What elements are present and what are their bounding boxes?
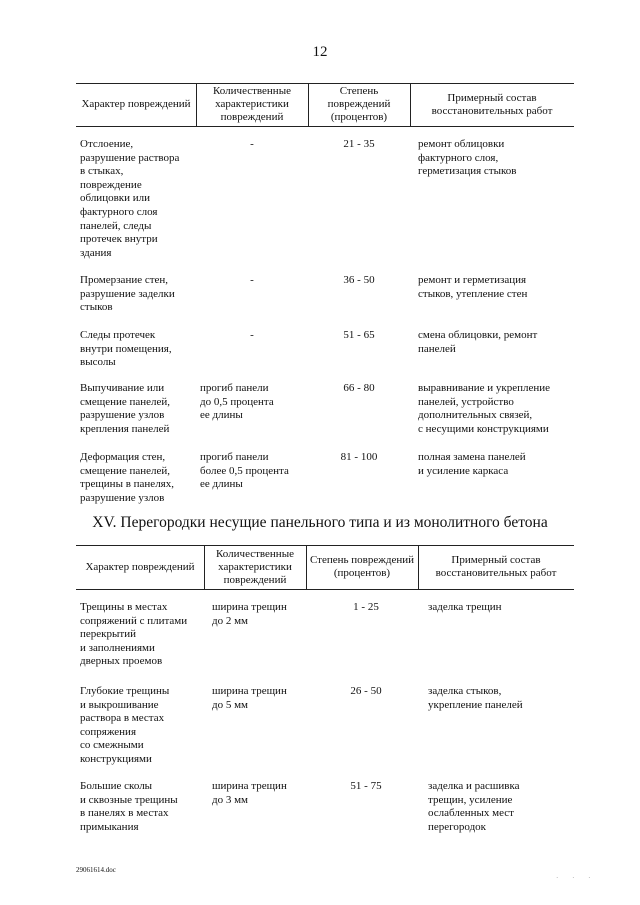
table-cell-works: заделка и расшивка трещин, усиление ослабленных мест перегородок [428, 780, 520, 833]
table-header-rule [76, 126, 574, 127]
table-cell-quantity: ширина трещин до 3 мм [212, 780, 287, 806]
table-cell-quantity: - [250, 329, 254, 341]
table-cell-works: заделка трещин [428, 601, 502, 613]
table-cell-character: Глубокие трещины и выкрошивание раствора в местах сопряжения со смежными конструкциями [80, 685, 170, 765]
table-cell-works: полная замена панелей и усиление каркаса [418, 451, 526, 477]
table-cell-degree: 36 - 50 [343, 274, 375, 286]
section-title: XV. Перегородки несущие панельного типа и из монолитного бетона [92, 514, 548, 531]
table-cell-quantity: - [250, 274, 254, 286]
table-cell-quantity: прогиб панели более 0,5 процента ее длины [200, 451, 289, 491]
header-character: Характер повреждений [85, 560, 195, 573]
header-degree: Степень повреждений (процентов) [309, 554, 414, 579]
header-character: Характер повреждений [81, 98, 191, 110]
table-cell-degree: 1 - 25 [353, 601, 379, 613]
table-cell-degree: 81 - 100 [340, 451, 378, 463]
table-cell-degree: 51 - 75 [350, 780, 382, 792]
table-cell-character: Отслоение, разрушение раствора в стыках, повреждение облицовки или фактурного слоя панелей, следы протечек внутри здания [80, 138, 180, 259]
page-number: 12 [312, 44, 328, 60]
table-header-rule [76, 589, 574, 590]
table-cell-degree: 26 - 50 [350, 685, 382, 697]
table-cell-character: Промерзание стен, разрушение заделки стыков [80, 274, 175, 314]
header-works: Примерный состав восстановительных работ [431, 91, 553, 117]
table-cell-character: Трещины в местах сопряжений с плитами перекрытий и заполнениями дверных проемов [80, 601, 188, 668]
table-cell-character: Деформация стен, смещение панелей, трещины в панелях, разрушение узлов [80, 451, 174, 504]
scan-specks: · · · [556, 874, 597, 882]
table-cell-quantity: прогиб панели до 0,5 процента ее длины [200, 382, 274, 422]
table-cell-works: заделка стыков, укрепление панелей [428, 685, 523, 711]
header-quantity: Количественные характеристики повреждений [216, 547, 294, 586]
table-cell-quantity: ширина трещин до 5 мм [212, 685, 287, 711]
table-cell-quantity: - [250, 138, 254, 150]
table-cell-character: Выпучивание или смещение панелей, разрушение узлов крепления панелей [80, 382, 171, 435]
table-cell-character: Большие сколы и сквозные трещины в панелях в местах примыкания [80, 780, 178, 833]
damage-table-2 [76, 545, 574, 845]
table-cell-works: ремонт облицовки фактурного слоя, герметизация стыков [418, 138, 517, 178]
table-cell-degree: 51 - 65 [343, 329, 375, 341]
document-filename: 29061614.doc [76, 866, 116, 874]
header-quantity: Количественные характеристики повреждений [213, 85, 291, 123]
table-cell-degree: 21 - 35 [343, 138, 375, 150]
table-cell-works: выравнивание и укрепление панелей, устройство дополнительных связей, с несущими конструкциями [418, 382, 551, 435]
table-cell-degree: 66 - 80 [343, 382, 375, 394]
table-cell-works: смена облицовки, ремонт панелей [418, 329, 538, 355]
table-cell-character: Следы протечек внутри помещения, высолы [80, 329, 172, 369]
damage-table-1 [76, 83, 574, 503]
header-degree: Степень повреждений (процентов) [327, 85, 391, 123]
table-cell-works: ремонт и герметизация стыков, утепление стен [418, 274, 528, 300]
table-cell-quantity: ширина трещин до 2 мм [212, 601, 287, 627]
header-works: Примерный состав восстановительных работ [435, 554, 557, 579]
